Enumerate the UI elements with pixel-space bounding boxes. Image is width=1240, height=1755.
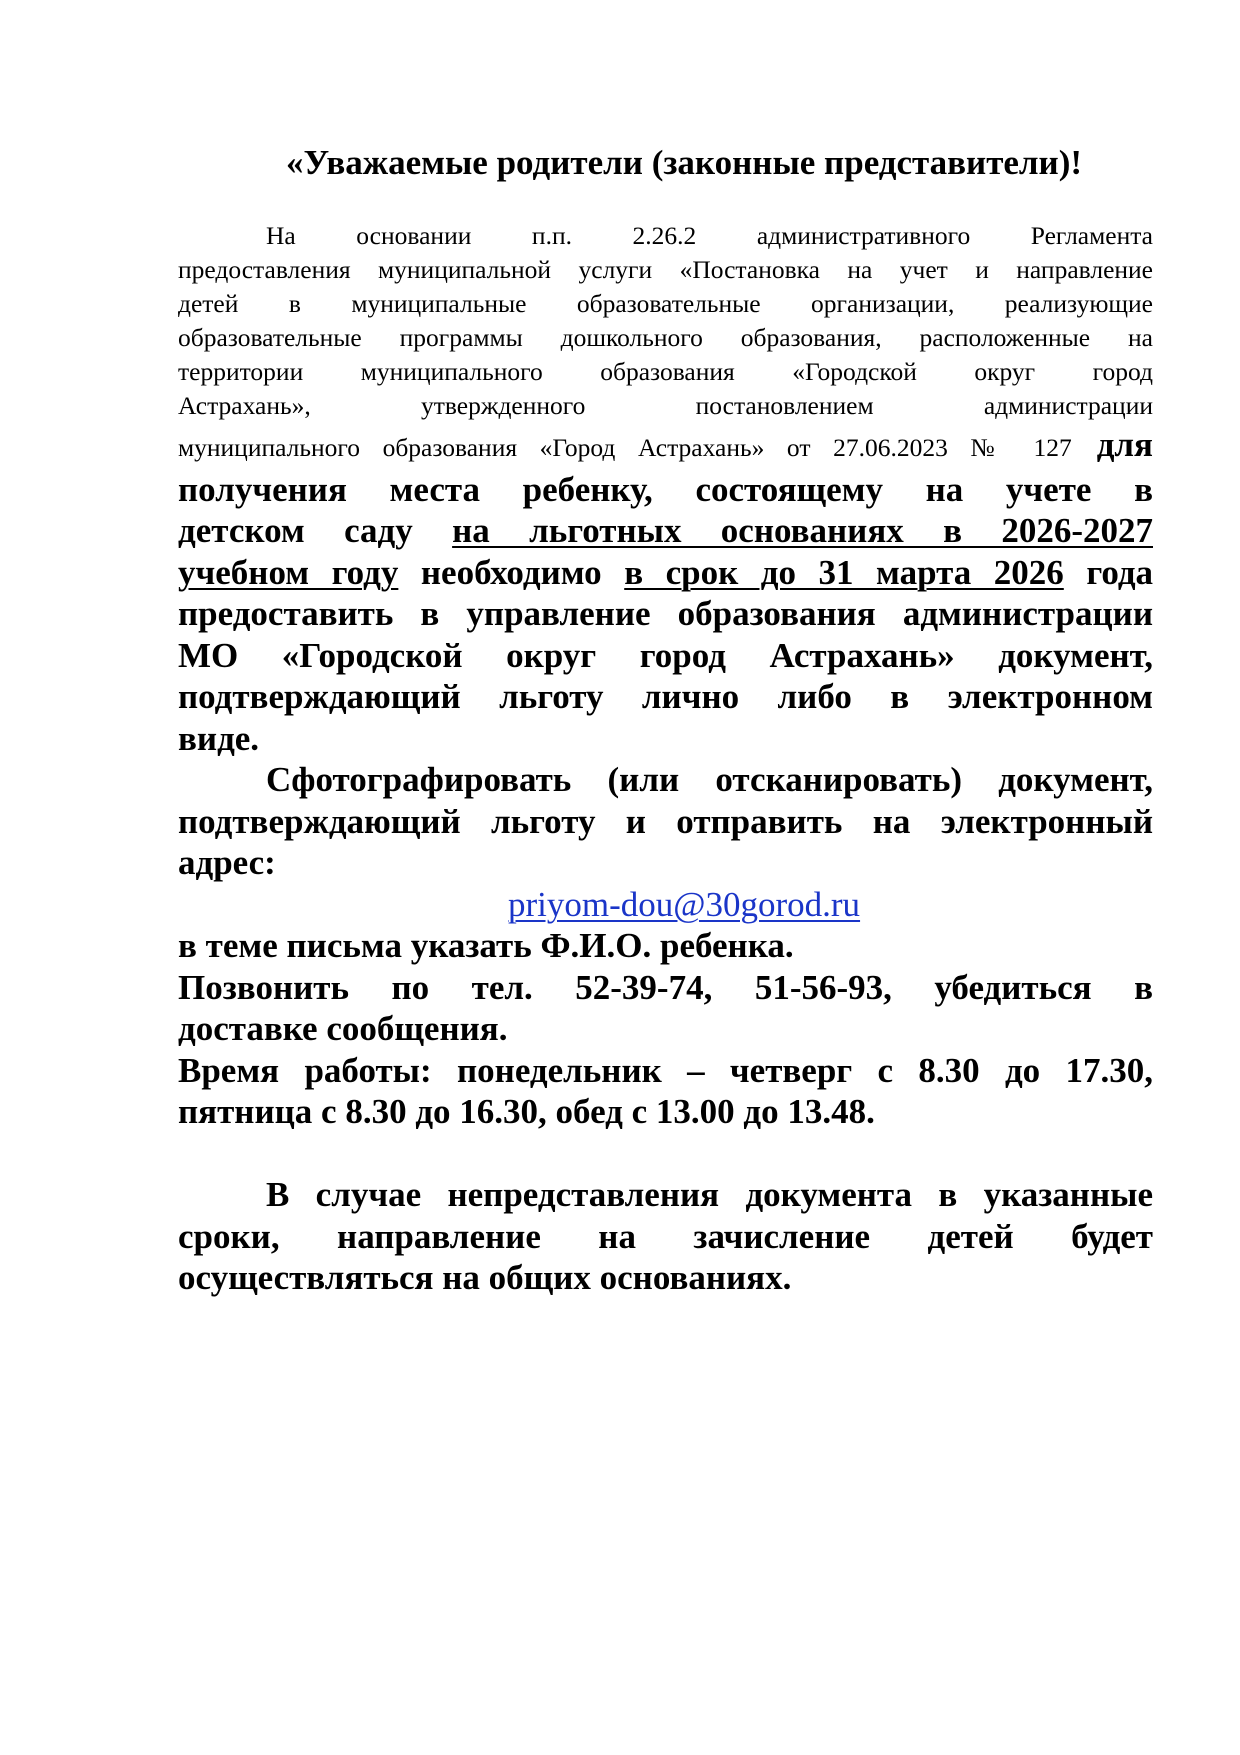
photo-line: в теме письма указать Ф.И.О. ребенка. <box>178 926 794 965</box>
intro-line: детей в муниципальные образовательные организации, реализующие <box>178 289 1153 318</box>
contact-line: доставке сообщения. <box>178 1009 508 1048</box>
hours-line: пятница с 8.30 до 16.30, обед с 13.00 до 13.48. <box>178 1092 875 1131</box>
final-line: осуществляться на общих основаниях. <box>178 1258 792 1297</box>
intro-line: территории муниципального образования «Городской округ город <box>178 357 1153 386</box>
deadline-underlined: в срок до 31 марта 2026 <box>624 552 1064 592</box>
benefit-period-underlined: на льготных основаниях в 2026-2027 <box>452 511 1153 550</box>
intro-line: образовательные программы дошкольного образования, расположенные на <box>178 323 1153 352</box>
instruction-line: подтверждающий льготу лично либо в электронном <box>178 677 1153 716</box>
spacer <box>178 1133 1153 1175</box>
main-instructions <box>178 424 1153 1299</box>
contact-line: Позвонить по тел. 52-39-74, 51-56-93, убедиться в <box>178 967 1153 1007</box>
hours-line: Время работы: понедельник – четверг с 8.30 до 17.30, <box>178 1050 1153 1090</box>
intro-paragraph <box>178 219 1153 423</box>
instruction-line: получения места ребенку, состоящему на учете в <box>178 469 1153 509</box>
final-line: сроки, направление на зачисление детей будет <box>178 1216 1153 1256</box>
instruction-line: виде. <box>178 718 260 758</box>
intro-line: предоставления муниципальной услуги «Постановка на учет и направление <box>178 255 1153 284</box>
instruction-line: детском саду на льготных основаниях в 2026-2027 <box>178 511 1153 550</box>
photo-line: адрес: <box>178 843 276 882</box>
email-link[interactable]: priyom-dou@30gorod.ru <box>508 884 861 924</box>
page-title: «Уважаемые родители (законные представители)! <box>286 143 1083 182</box>
intro-last-bold: для <box>1096 425 1153 464</box>
instruction-line: учебном году необходимо в срок до 31 марта 2026 года <box>178 552 1154 592</box>
photo-line: подтверждающий льготу и отправить на электронный <box>178 801 1153 841</box>
instruction-line: МО «Городской округ город Астрахань» документ, <box>178 635 1153 675</box>
instruction-line: предоставить в управление образования администрации <box>178 594 1153 633</box>
intro-line: На основании п.п. 2.26.2 административного Регламента <box>266 221 1153 250</box>
final-line: В случае непредставления документа в указанные <box>266 1175 1153 1214</box>
intro-last-line: муниципального образования «Город Астрахань» от 27.06.2023 № 127 для <box>178 425 1153 464</box>
email-line <box>178 884 1153 926</box>
photo-line: Сфотографировать (или отсканировать) документ, <box>266 760 1153 799</box>
intro-line: Астрахань», утвержденного постановлением администрации <box>178 391 1153 420</box>
